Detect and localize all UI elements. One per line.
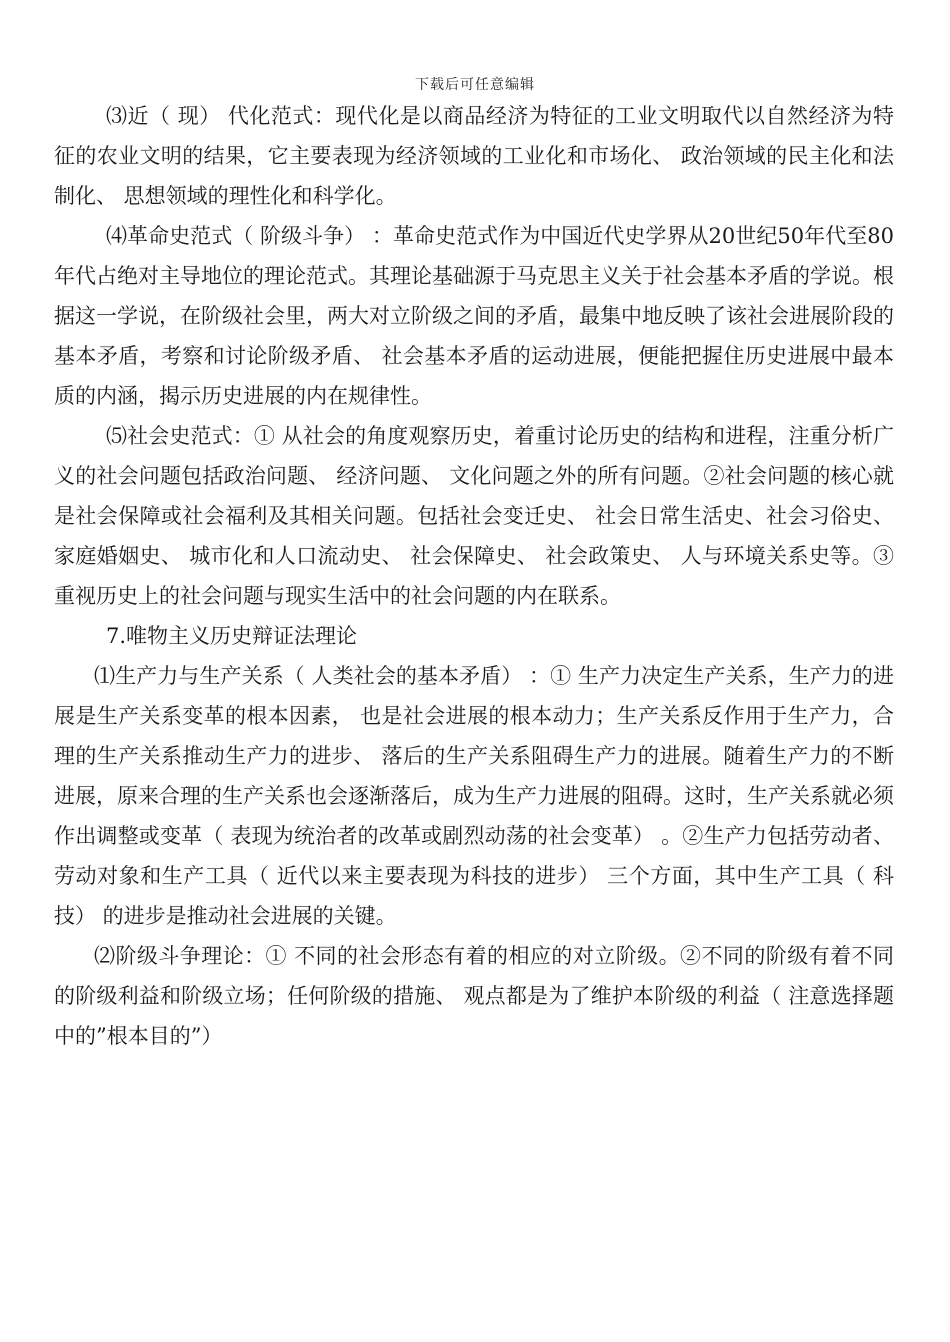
paragraph-revolution-paradigm: ⑷革命史范式（ 阶级斗争） ：革命史范式作为中国近代史学界从20世纪50年代至80年代占绝对主导地位的理论范式。其理论基础源于马克思主义关于社会基本矛盾的学说。根据这一学说，在阶级社会里，两大对立阶级之间的矛盾，最集中地反映了该社会进展阶段的基本矛盾，考察和讨论阶级矛盾、 社会基本矛盾的运动进展，便能把握住历史进展中最本质的内涵，揭示历史进展的内在规律性。 bbox=[54, 224, 894, 408]
section-heading-7: 7.唯物主义历史辩证法理论 bbox=[106, 624, 358, 648]
paragraph-productive-forces: ⑴生产力与生产关系（ 人类社会的基本矛盾） ：① 生产力决定生产关系，生产力的进展是生产关系变革的根本因素， 也是社会进展的根本动力；生产关系反作用于生产力，合理的生产关系推动生产力的进步、 落后的生产关系阻碍生产力的进展。随着生产力的不断进展，原来合理的生产关系也会逐渐落后，成为生产力进展的阻碍。这时，生产关系就必须作出调整或变革（ 表现为统治者的改革或剧烈动荡的社会变革） 。②生产力包括劳动者、 劳动对象和生产工具（ 近代以来主要表现为科技的进步） 三个方面，其中生产工具（ 科技） 的进步是推动社会进展的关键。 bbox=[54, 664, 894, 928]
paragraph-social-history-paradigm: ⑸社会史范式：① 从社会的角度观察历史，着重讨论历史的结构和进程，注重分析广义的社会问题包括政治问题、 经济问题、 文化问题之外的所有问题。②社会问题的核心就是社会保障或社会福利及其相关问题。包括社会变迁史、 社会日常生活史、社会习俗史、 家庭婚姻史、 城市化和人口流动史、 社会保障史、 社会政策史、 人与环境关系史等。③重视历史上的社会问题与现实生活中的社会问题的内在联系。 bbox=[54, 424, 894, 608]
paragraph-class-struggle: ⑵阶级斗争理论：① 不同的社会形态有着的相应的对立阶级。②不同的阶级有着不同的阶级利益和阶级立场；任何阶级的措施、 观点都是为了维护本阶级的利益（ 注意选择题中的”根本目的”） bbox=[54, 944, 895, 1048]
paragraph-modernization-paradigm: ⑶近（ 现） 代化范式：现代化是以商品经济为特征的工业文明取代以自然经济为特征的农业文明的结果，它主要表现为经济领域的工业化和市场化、 政治领域的民主化和法制化、 思想领域的理性化和科学化。 bbox=[54, 104, 894, 208]
page-header: 下载后可任意编辑 bbox=[415, 77, 535, 93]
document-body bbox=[54, 96, 894, 1056]
